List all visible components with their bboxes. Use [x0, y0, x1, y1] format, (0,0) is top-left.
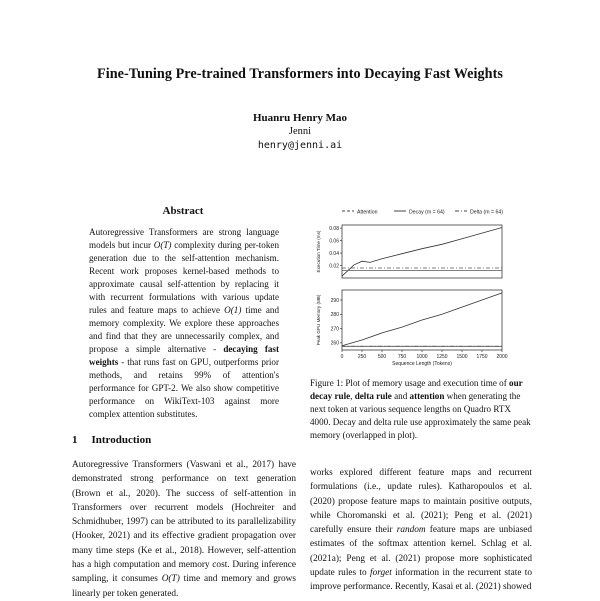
- y-tick-label: 260: [330, 340, 339, 347]
- y-tick-label: 290: [330, 297, 339, 304]
- caption-bold: our decay rule: [310, 378, 523, 402]
- caption-bold: delta rule: [354, 391, 392, 402]
- series-line-attention: [342, 293, 502, 346]
- abstract-part: time and memory complexity. We explore these approaches and find that they are unnecessarily complex, and propose a simple alternative -: [89, 305, 279, 354]
- abstract-part: Autoregressive Transformers are strong language models but incur: [89, 227, 279, 250]
- x-axis-label: Sequence Length (Tokens): [392, 361, 452, 367]
- intro-text: information in the recurrent state to improve performance. Recently, Kasai et al. (2021) showed: [310, 568, 532, 593]
- plot-frame-0: [342, 225, 502, 278]
- x-tick-label: 250: [357, 354, 367, 360]
- legend-label: Decay (m = 64): [409, 209, 445, 216]
- legend-label: Attention: [357, 209, 378, 216]
- caption-text: and: [391, 391, 410, 402]
- y-tick-label: 0.06: [329, 238, 339, 245]
- y-axis-label: Execution Time (ms): [316, 230, 321, 273]
- caption-text: Figure 1: Plot of memory usage and execution time of: [310, 378, 510, 388]
- intro-text: feature maps are unbiased estimates of the softmax attention kernel. Schlag et al. (2021a); Peng et al. (2021) propose more sophisticated update rules to: [310, 525, 532, 579]
- x-tick-label: 750: [397, 354, 407, 360]
- x-tick-label: 1750: [476, 354, 488, 360]
- series-line-attention: [342, 228, 502, 277]
- section-number: 1: [72, 434, 78, 446]
- section-heading: [72, 434, 151, 446]
- y-tick-label: 0.02: [329, 263, 339, 270]
- x-tick-label: 1250: [436, 354, 448, 360]
- intro-text: time and memory and grows linearly per token generated.: [72, 574, 296, 599]
- legend-label: Delta (m = 64): [470, 209, 504, 216]
- paper-title: Fine-Tuning Pre-trained Transformers into Decaying Fast Weights: [97, 66, 503, 82]
- abstract-math: O(T): [153, 240, 172, 250]
- abstract-text: [89, 226, 279, 421]
- intro-right-column: [310, 466, 532, 595]
- author-name: Huanru Henry Mao: [252, 112, 348, 124]
- caption-text: when generating the next token at various sequence lengths on Quadro RTX 4000. Decay and delta rule use approximately the same peak memory (overlapped in plot).: [310, 391, 531, 441]
- y-axis-label: Peak GPU Memory (MB): [316, 294, 321, 346]
- intro-emphasis: forget: [370, 568, 392, 579]
- caption-bold: attention: [409, 391, 445, 402]
- x-tick-label: 0: [340, 354, 344, 360]
- intro-text: works explored different feature maps and recurrent formulations (i.e., update rules). Katharopoulos et al. (2020) propose feature maps to maintain positive outputs, while Choromanski et al. (2021); Peng et al. (2021) carefully ensure their: [310, 468, 532, 536]
- abstract-part: complexity during per-token generation due to the self-attention mechanism. Recent work proposes kernel-based methods to approximate causal self-attention by replacing it with recurrent formulations with various update rules and feature maps to achieve: [89, 240, 279, 315]
- intro-emphasis: random: [396, 525, 426, 536]
- author-email: henry@jenni.ai: [257, 140, 343, 151]
- y-tick-label: 0.04: [329, 250, 339, 257]
- author-affiliation: Jenni: [288, 126, 312, 137]
- abstract-heading: Abstract: [162, 205, 204, 217]
- y-tick-label: 270: [330, 326, 339, 333]
- x-tick-label: 2000: [496, 354, 508, 360]
- abstract-part: - that runs fast on GPU, outperforms prior methods, and retains 99% of attention's performance for GPT-2. We also show competitive performance on WikiText-103 against more complex attention substitutes.: [89, 357, 279, 419]
- x-tick-label: 500: [377, 354, 387, 360]
- figure-caption: [310, 377, 532, 442]
- intro-text: Autoregressive Transformers (Vaswani et al., 2017) have demonstrated strong performance on text generation (Brown et al., 2020). The success of self-attention in Transformers over recurrent models (Hochreiter and Schmidhuber, 1997) can be attributed to its parallelizability (Hooker, 2021) and its effective gradient propagation over many time steps (Ke et al., 2018). However, self-attention has a high computation and memory cost. During inference sampling, it consumes: [72, 460, 296, 585]
- abstract-math: O(1): [224, 305, 242, 315]
- intro-math: O(T): [161, 574, 180, 585]
- figure-1-chart: [300, 200, 540, 370]
- caption-text: ,: [350, 391, 355, 402]
- x-tick-label: 1000: [416, 354, 428, 360]
- y-tick-label: 280: [330, 312, 339, 319]
- section-title: Introduction: [91, 434, 152, 446]
- x-tick-label: 1500: [456, 354, 468, 360]
- abstract-bold: decaying fast weights: [89, 344, 279, 367]
- intro-left-column: [72, 458, 296, 601]
- y-tick-label: 0.08: [329, 225, 339, 232]
